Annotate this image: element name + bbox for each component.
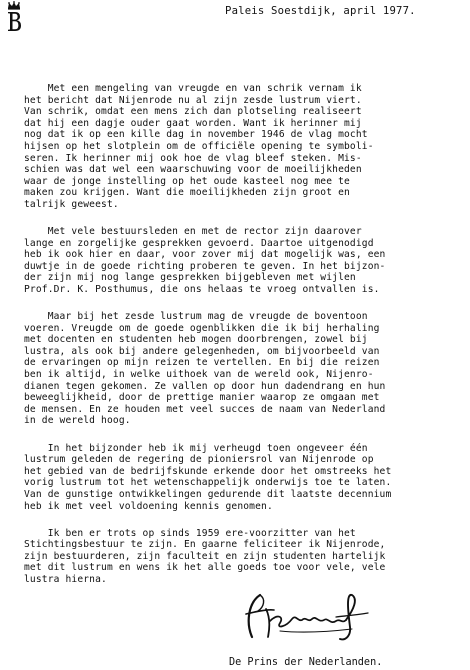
text-line: duwtje in de goede richting proberen te geven. In het bijzon- <box>24 260 386 272</box>
handwritten-signature <box>240 587 375 647</box>
text-line: lustra hierna. <box>24 573 107 585</box>
letter-paragraph <box>24 83 454 211</box>
text-line: talrijk geweest. <box>24 198 119 210</box>
text-line: heb ik ook hier en daar, voor zover mij dat mogelijk was, een <box>24 249 386 261</box>
text-line: heb ik met veel voldoening kennis genomen. <box>24 500 273 512</box>
text-line: de mensen. En ze houden met veel succes de naam van Nederland <box>24 403 386 415</box>
royal-crest-logo <box>3 0 25 34</box>
text-line: nog dat ik op een kille dag in november 1946 de vlag mocht <box>24 129 368 141</box>
signatory-line: De Prins der Nederlanden. <box>229 657 383 668</box>
letter-body <box>24 83 454 601</box>
text-line: met dit lustrum en wens ik het alle goeds toe voor vele, vele <box>24 562 386 574</box>
text-line: met docenten en studenten heb mogen doorbrengen, zowel bij <box>24 334 368 346</box>
letter-paragraph <box>24 528 454 586</box>
text-line: seren. Ik herinner mij ook hoe de vlag bleef steken. Mis- <box>24 152 362 164</box>
text-line: in de wereld hoog. <box>24 415 131 427</box>
text-line: der zijn mij nog lange gesprekken bijgebleven met wijlen <box>24 272 356 284</box>
text-line: maken zou krijgen. Want die moeilijkheden zijn groot en <box>24 187 350 199</box>
letter-paragraph <box>24 311 454 427</box>
place-date-header: Paleis Soestdijk, april 1977. <box>225 5 416 17</box>
text-line: zijn bestuurderen, zijn faculteit en zijn studenten hartelijk <box>24 550 386 562</box>
text-line: het bericht dat Nijenrode nu al zijn zesde lustrum viert. <box>24 94 362 106</box>
text-line: ben ik altijd, in welke uithoek van de wereld ook, Nijenro- <box>24 369 374 381</box>
text-line: Ik ben er trots op sinds 1959 ere-voorzitter van het <box>24 527 356 539</box>
text-line: schien was dat wel een waarschuwing voor de moeilijkheden <box>24 164 362 176</box>
text-line: dianen tegen gekomen. Ze vallen op door hun dadendrang en hun <box>24 380 386 392</box>
text-line: Van schrik, omdat een mens zich dan plotseling realiseert <box>24 106 362 118</box>
text-line: Van de gunstige ontwikkelingen gedurende dit laatste decennium <box>24 488 392 500</box>
text-line: In het bijzonder heb ik mij verheugd toen ongeveer één <box>24 442 368 454</box>
text-line: beweeglijkheid, door de prettige manier waarop ze omgaan met <box>24 392 380 404</box>
text-line: dat hij een dagje ouder gaat worden. Want ik herinner mij <box>24 117 362 129</box>
text-line: lustra, als ook bij andere gelegenheden, om bijvoorbeeld van <box>24 345 380 357</box>
text-line: Met een mengeling van vreugde en van schrik vernam ik <box>24 83 362 94</box>
letter-paragraph <box>24 443 454 513</box>
letter-paragraph <box>24 226 454 296</box>
text-line: Maar bij het zesde lustrum mag de vreugde de boventoon <box>24 311 368 323</box>
text-line: lustrum geleden de regering de pioniersrol van Nijenrode op <box>24 454 374 466</box>
text-line: de ervaringen op mijn reizen te vertellen. En bij die reizen <box>24 357 380 369</box>
text-line: vorig lustrum tot het wetenschappelijk onderwijs toe te laten. <box>24 477 392 489</box>
text-line: waar de jonge instelling op het oude kasteel nog mee te <box>24 175 350 187</box>
text-line: lange en zorgelijke gesprekken gevoerd. Daartoe uitgenodigd <box>24 237 374 249</box>
text-line: Prof.Dr. K. Posthumus, die ons helaas te vroeg ontvallen is. <box>24 284 380 295</box>
text-line: het gebied van de bedrijfskunde erkende door het omstreeks het <box>24 465 392 477</box>
text-line: Stichtingsbestuur te zijn. En gaarne feliciteer ik Nijenrode, <box>24 539 386 551</box>
text-line: Met vele bestuursleden en met de rector zijn daarover <box>24 226 362 238</box>
text-line: voeren. Vreugde om de goede ogenblikken die ik bij herhaling <box>24 322 380 334</box>
text-line: hijsen op het slotplein om de officiële opening te symboli- <box>24 140 374 152</box>
